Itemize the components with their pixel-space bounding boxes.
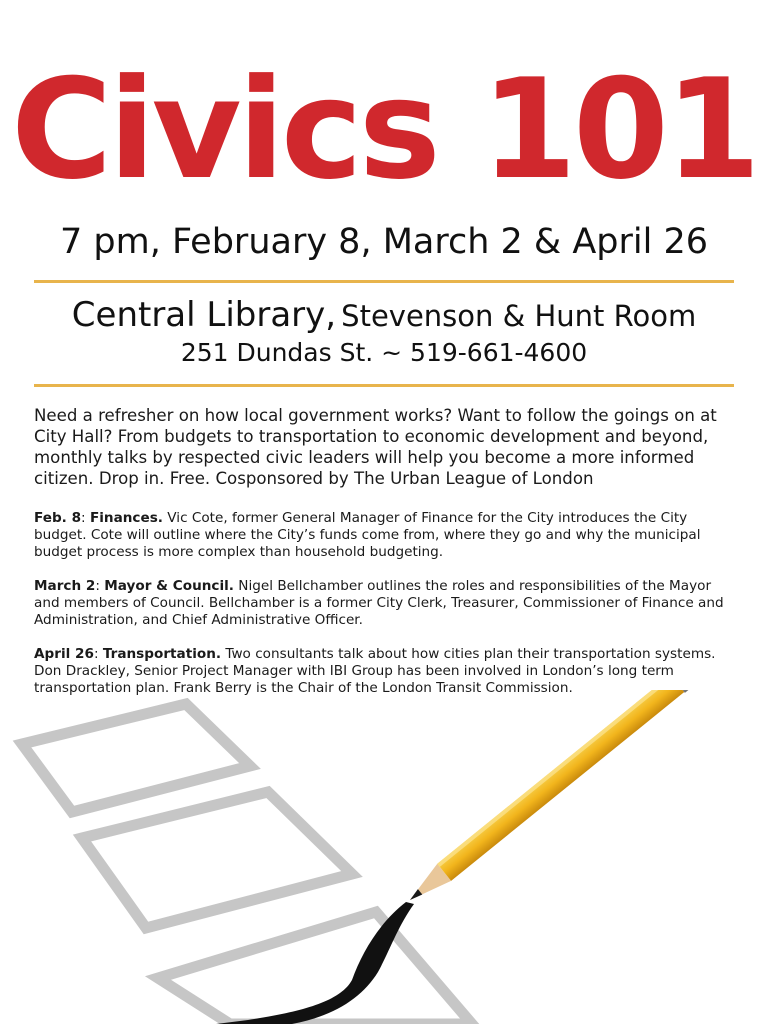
top-divider (34, 280, 734, 283)
session-list (34, 510, 740, 714)
room-name: Stevenson & Hunt Room (341, 299, 697, 333)
session-description: Two consultants talk about how cities plan their transportation systems. Don Drackley, Senior Project Manager with IBI Group has been involved in London’s long term transportation plan. Frank Berry is the Chair of the London Transit Commission. (34, 646, 716, 696)
session-item: April 26: Transportation. Two consultants talk about how cities plan their transportation systems. Don Drackley, Senior Project Manager with IBI Group has been involved in London’s long term transportation plan. Frank Berry is the Chair of the London Transit Commission. (34, 646, 716, 696)
pencil (402, 690, 726, 909)
session-date: April 26 (34, 646, 94, 662)
session-item: March 2: Mayor & Council. Nigel Bellchamber outlines the roles and responsibilities of the Mayor and members of Council. Bellchamber is a former City Clerk, Treasurer, Commissioner of Finance and Administration, and Chief Administrative Officer. (34, 578, 724, 628)
ballot-box (22, 704, 472, 1024)
poster-title: Civics 101 (11, 49, 757, 210)
event-dates: 7 pm, February 8, March 2 & April 26 (60, 222, 708, 262)
library-name: Central Library, (71, 295, 337, 335)
session-item: Feb. 8: Finances. Vic Cote, former General Manager of Finance for the City introduces the City budget. Cote will outline where the City’s funds come from, where they go and why the municipal budget process is more complex than household budgeting. (34, 510, 701, 560)
session-topic: Transportation. (102, 646, 222, 662)
session-topic: Mayor & Council. (104, 578, 234, 594)
address-phone: 251 Dundas St. ~ 519-661-4600 (180, 338, 588, 367)
ballot-pencil-illustration (0, 690, 768, 1024)
session-topic: Finances. (89, 510, 163, 526)
bottom-divider (34, 384, 734, 387)
intro-paragraph: Need a refresher on how local government works? Want to follow the goings on at City Hall? From budgets to transportation to economic development and beyond, monthly talks by respected civic leaders will help you become a more informed citizen. Drop in. Free. Cosponsored by The Urban League of London (34, 406, 717, 488)
session-description: Nigel Bellchamber outlines the roles and responsibilities of the Mayor and members of Council. Bellchamber is a former City Clerk, Treasurer, Commissioner of Finance and Administration, and Chief Administrative Officer. (34, 578, 724, 628)
session-description: Vic Cote, former General Manager of Finance for the City introduces the City budget. Cote will outline where the City’s funds come from, where they go and why the municipal budget process is more complex than household budgeting. (34, 510, 701, 560)
session-date: Feb. 8 (34, 510, 82, 526)
session-date: March 2 (34, 578, 96, 594)
